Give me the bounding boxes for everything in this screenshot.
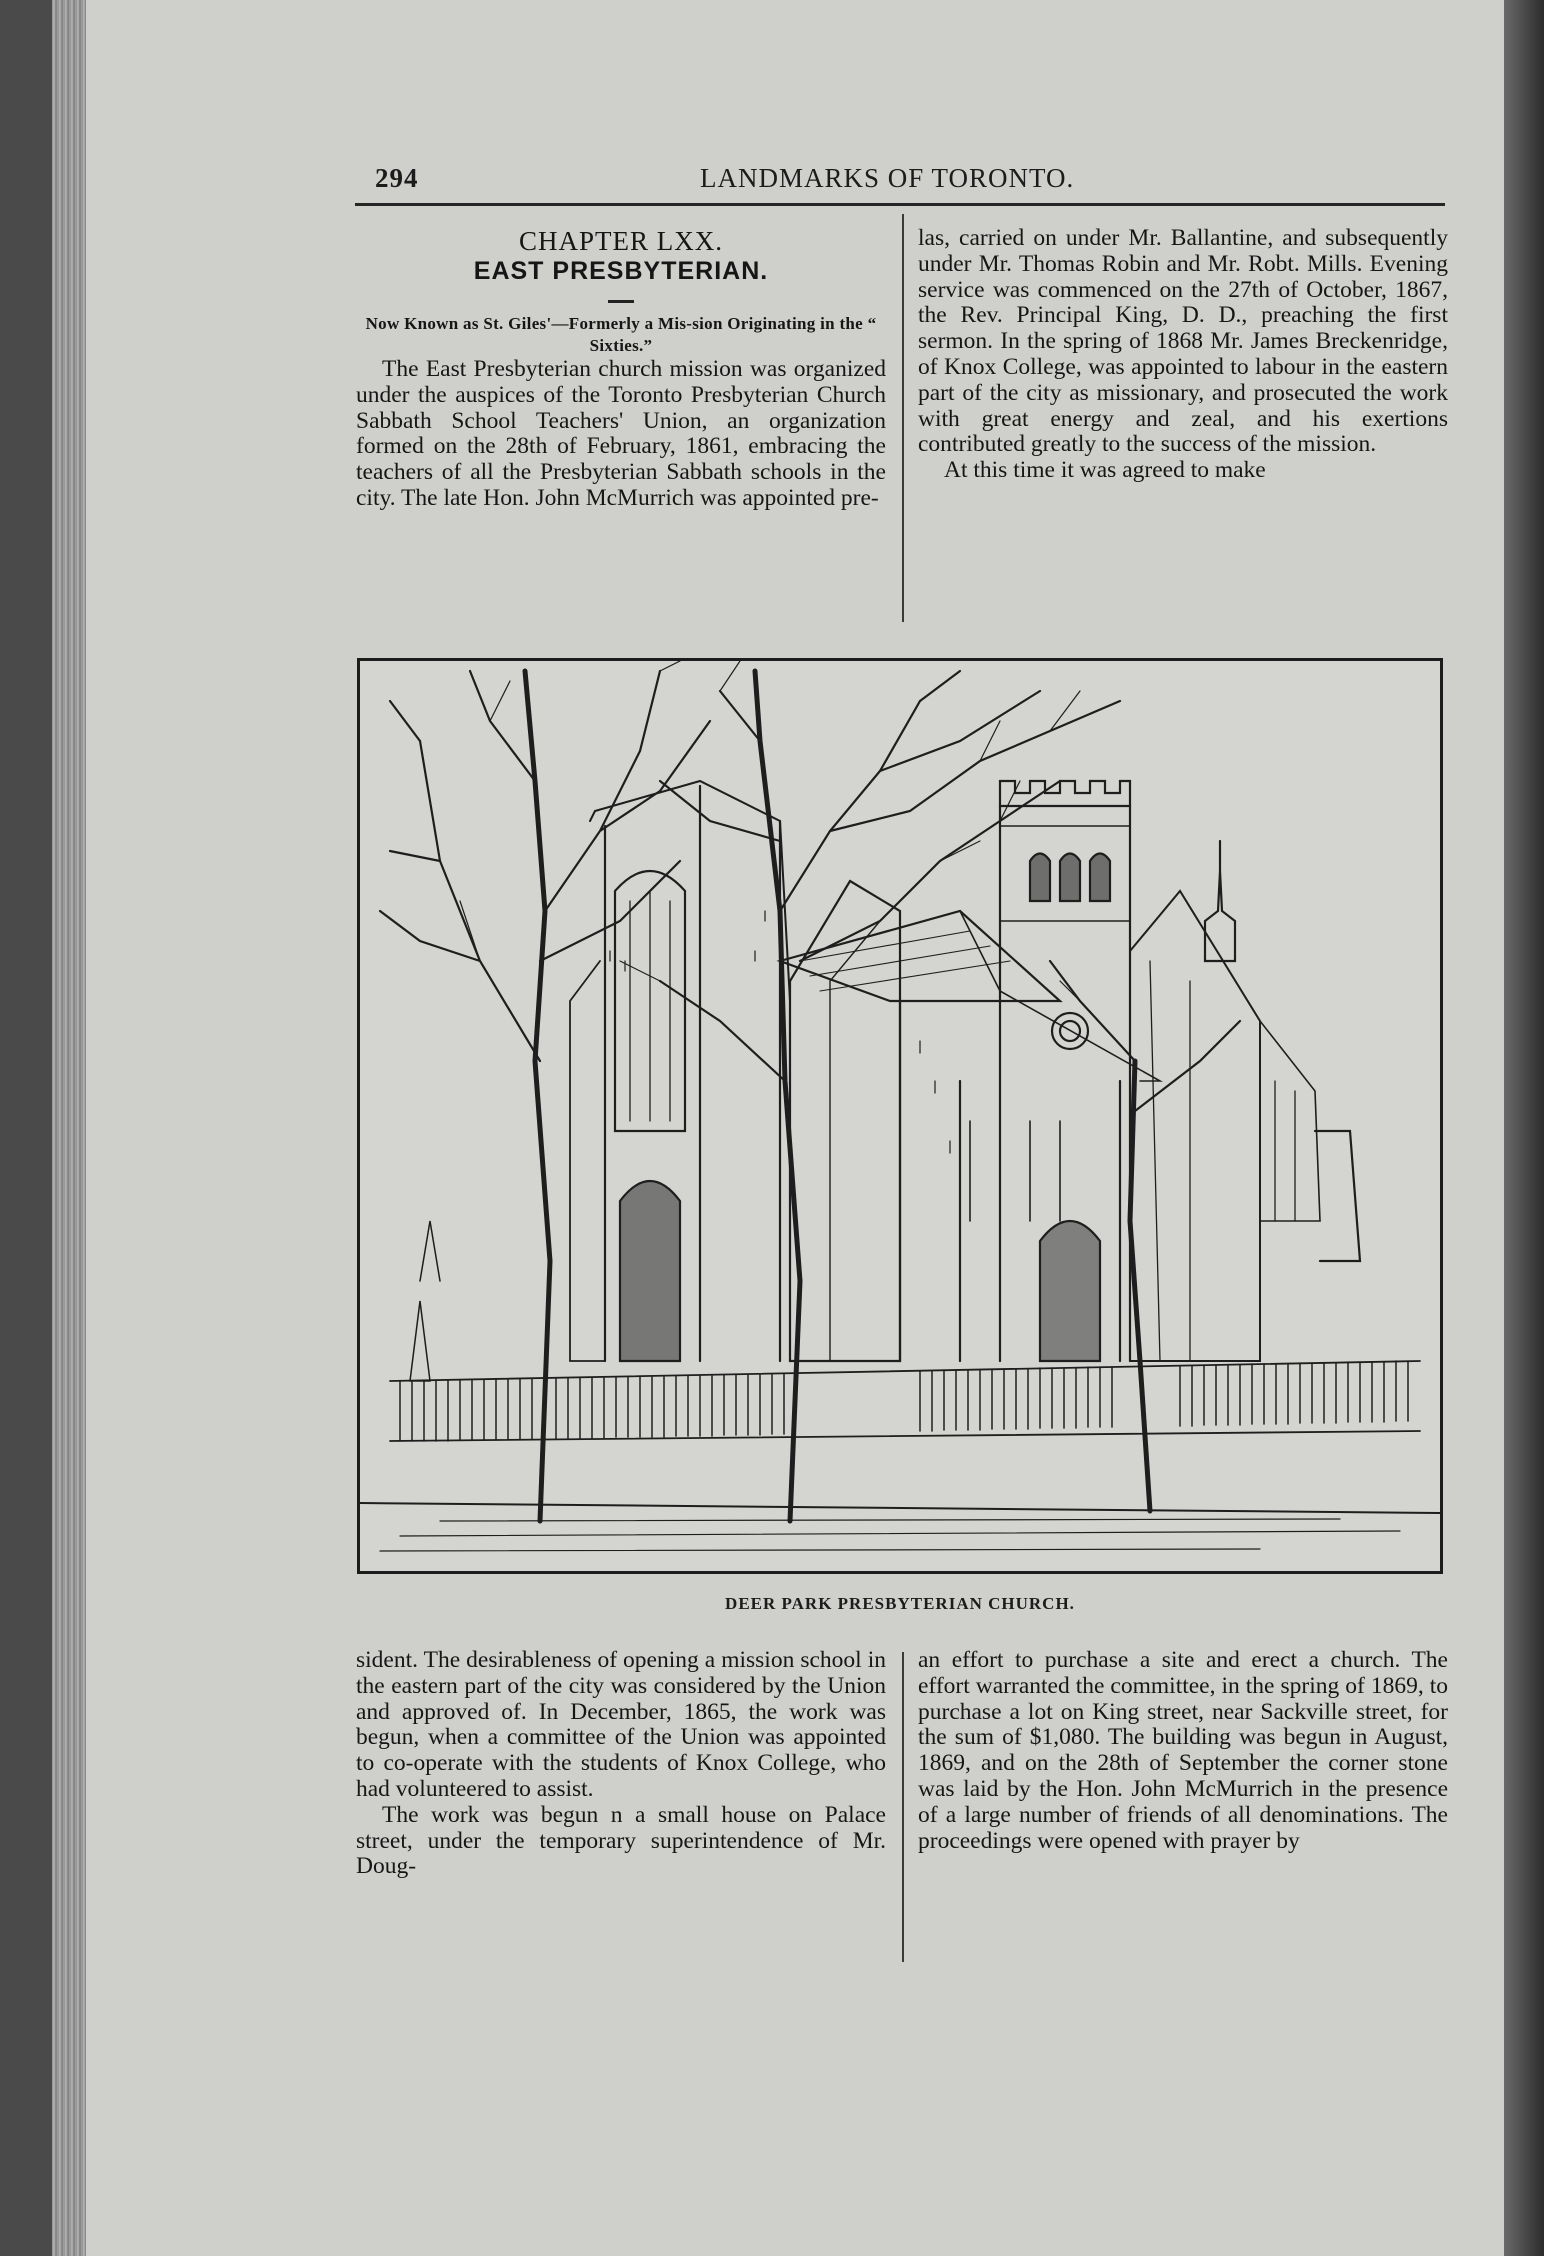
- page-number: 294: [375, 163, 419, 193]
- chapter-subhead: Now Known as St. Giles'—Formerly a Mis-sion Originating in the “ Sixties.”: [365, 314, 877, 355]
- body-paragraph: las, carried on under Mr. Ballantine, and subsequently under Mr. Thomas Robin and Mr. Robt. Mills. Evening service was commenced on the 27th of October, 1867, the Rev. Principal King, D. D., preaching the first sermon. In the spring of 1868 Mr. James Breckenridge, of Knox College, was appointed to labour in the eastern part of the city as missionary, and prosecuted the work with great energy and zeal, and his exertions contributed greatly to the success of the mission.: [918, 225, 1448, 458]
- column-rule-bottom: [902, 1652, 904, 1962]
- page-header: [375, 163, 1445, 203]
- illustration-caption: DEER PARK PRESBYTERIAN CHURCH.: [725, 1594, 1075, 1613]
- chapter-title: EAST PRESBYTERIAN.: [473, 257, 769, 285]
- body-paragraph: an effort to purchase a site and erect a church. The effort warranted the committee, in the spring of 1869, to purchase a lot on King street, near Sackville street, for the sum of $1,080. The building was begun in August, 1869, and on the 28th of September the corner stone was laid by the Hon. John McMurrich in the presence of a large number of friends of all denominations. The proceedings were opened with prayer by: [918, 1647, 1448, 1854]
- body-paragraph: sident. The desirableness of opening a mission school in the eastern part of the city was considered by the Union and approved of. In December, 1865, the work was begun, when a committee of the Union was appointed to co-operate with the students of Knox College, who had volunteered to assist.: [356, 1647, 886, 1802]
- binding-shadow: [1504, 0, 1544, 2256]
- column-rule-top: [902, 214, 904, 622]
- bottom-right-column: [918, 1648, 1448, 1854]
- chapter-number: CHAPTER LXX.: [518, 226, 723, 256]
- body-paragraph: The work was begun n a small house on Palace street, under the temporary superintendence of Mr. Doug-: [356, 1801, 886, 1880]
- running-head: LANDMARKS OF TORONTO.: [700, 163, 1075, 193]
- header-rule: [355, 203, 1445, 206]
- body-paragraph: At this time it was agreed to make: [944, 457, 1266, 484]
- body-paragraph: The East Presbyterian church mission was organized under the auspices of the Toronto Presbyterian Church Sabbath School Teachers' Union, an organization formed on the 28th of February, 1861, embracing the teachers of all the Presbyterian Sabbath schools in the city. The late Hon. John McMurrich was appointed pre-: [356, 356, 886, 511]
- top-left-column: [356, 226, 886, 512]
- church-engraving: [360, 661, 1440, 1571]
- bottom-left-column: [356, 1648, 886, 1880]
- title-dash: [608, 300, 634, 303]
- top-right-column: [918, 226, 1448, 484]
- church-illustration: [357, 658, 1443, 1574]
